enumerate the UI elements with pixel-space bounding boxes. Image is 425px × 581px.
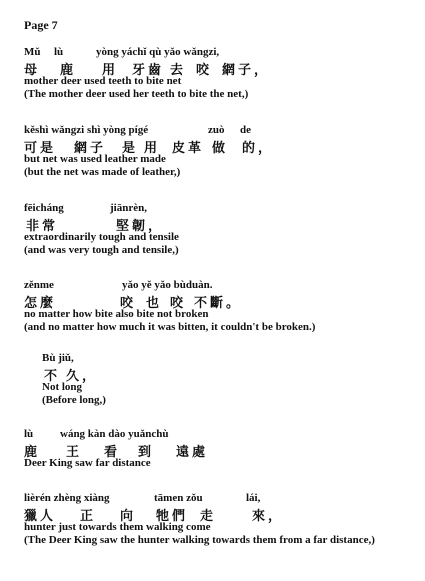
sentence-block-2 — [24, 124, 275, 179]
hanzi-token: 網子 — [74, 140, 107, 155]
hanzi-token: 鹿 — [60, 62, 77, 77]
hanzi-token: 用 — [102, 62, 119, 77]
pinyin-token: lù — [54, 46, 64, 58]
hanzi-token: 非常 — [26, 218, 59, 233]
translation-line: (and no matter how much it was bitten, it couldn't be broken.) — [24, 321, 316, 333]
pinyin-token: lái, — [246, 492, 261, 504]
pinyin-token: yǎo yě yǎo bùduàn. — [122, 279, 213, 291]
hanzi-token: 王 — [66, 444, 83, 459]
gloss-line: no matter how bite also bite not broken — [24, 308, 209, 320]
hanzi-token: 咬 — [120, 295, 137, 310]
sentence-block-1 — [24, 46, 271, 101]
hanzi-line — [24, 59, 271, 77]
translation-line: (and was very tough and tensile,) — [24, 244, 179, 256]
hanzi-token: 也 — [146, 295, 163, 310]
hanzi-token: 到 — [138, 444, 155, 459]
gloss-line: mother deer used teeth to bite net — [24, 75, 182, 87]
hanzi-line — [42, 365, 106, 381]
gloss-line: Not long — [42, 381, 83, 393]
hanzi-token: 可是 — [24, 140, 57, 155]
pinyin-token: wáng kàn dào yuǎnchù — [60, 428, 169, 440]
hanzi-token: 咬 — [196, 62, 213, 77]
hanzi-token: 的， — [242, 140, 275, 155]
pinyin-line — [24, 202, 179, 215]
pinyin-token: Mǔ — [24, 46, 41, 58]
hanzi-token: 咬 — [170, 295, 187, 310]
hanzi-token: 看 — [104, 444, 121, 459]
pinyin-token: kěshì wǎngzi shì yòng pígé — [24, 124, 149, 136]
pinyin-token: de — [240, 124, 251, 136]
hanzi-token: 向 — [120, 508, 137, 523]
hanzi-token: 正 — [80, 508, 97, 523]
hanzi-token: 走 — [200, 508, 217, 523]
page-label: Page 7 — [24, 18, 58, 32]
translation-line: (Before long,) — [42, 394, 106, 406]
hanzi-token: 網子， — [222, 62, 271, 77]
pinyin-line — [24, 46, 248, 59]
hanzi-token: 牠們 — [156, 508, 189, 523]
hanzi-token: 牙齒 — [132, 62, 165, 77]
hanzi-token: 不 — [44, 368, 61, 383]
hanzi-token: 做 — [212, 140, 229, 155]
pinyin-token: lù — [24, 428, 34, 440]
pinyin-token: zěnme — [24, 279, 54, 291]
pinyin-token: yòng yáchǐ qù yǎo wǎngzi, — [96, 46, 220, 58]
hanzi-line — [24, 441, 209, 459]
gloss-line: Deer King saw far distance — [24, 457, 151, 469]
sentence-block-5 — [42, 352, 106, 407]
sentence-block-7 — [24, 492, 404, 547]
hanzi-token: 用 — [144, 140, 161, 155]
hanzi-token: 是 — [122, 140, 139, 155]
pinyin-token: jiānrèn, — [110, 202, 147, 214]
translation-line: (The mother deer used her teeth to bite the net,) — [24, 88, 249, 100]
pinyin-token: tāmen zǒu — [154, 492, 203, 504]
translation-line: (but the net was made of leather,) — [24, 166, 181, 178]
hanzi-token: 怎麼 — [24, 295, 57, 310]
sentence-block-3 — [24, 202, 179, 257]
hanzi-token: 久， — [66, 368, 99, 383]
hanzi-token: 不斷。 — [194, 295, 243, 310]
translation-line: (The Deer King saw the hunter walking towards them from a far distance,) — [24, 534, 375, 546]
sentence-block-4 — [24, 279, 315, 334]
hanzi-token: 去 — [170, 62, 187, 77]
gloss-line: hunter just towards them walking come — [24, 521, 211, 533]
gloss-line: extraordinarily tough and tensile — [24, 231, 179, 243]
hanzi-line — [24, 292, 315, 308]
hanzi-token: 來， — [252, 508, 285, 523]
hanzi-line — [24, 505, 404, 521]
pinyin-token: fēicháng — [24, 202, 64, 214]
pinyin-line — [24, 279, 315, 292]
hanzi-token: 鹿 — [24, 444, 41, 459]
pinyin-token: zuò — [208, 124, 225, 136]
gloss-line: but net was used leather made — [24, 153, 166, 165]
pinyin-line — [42, 352, 106, 365]
hanzi-line — [24, 137, 275, 155]
pinyin-token: lièrén zhèng xiàng — [24, 492, 110, 504]
hanzi-token: 遠處 — [176, 444, 209, 459]
hanzi-token: 獵人 — [24, 508, 57, 523]
pinyin-line — [24, 124, 251, 137]
hanzi-token: 堅韌， — [116, 218, 165, 233]
pinyin-token: Bù jiǔ, — [42, 352, 74, 364]
pinyin-line — [24, 492, 404, 505]
hanzi-token: 母 — [24, 62, 41, 77]
sentence-block-6 — [24, 428, 209, 470]
hanzi-line — [24, 215, 179, 231]
hanzi-token: 皮革 — [172, 140, 205, 155]
pinyin-line — [24, 428, 169, 441]
